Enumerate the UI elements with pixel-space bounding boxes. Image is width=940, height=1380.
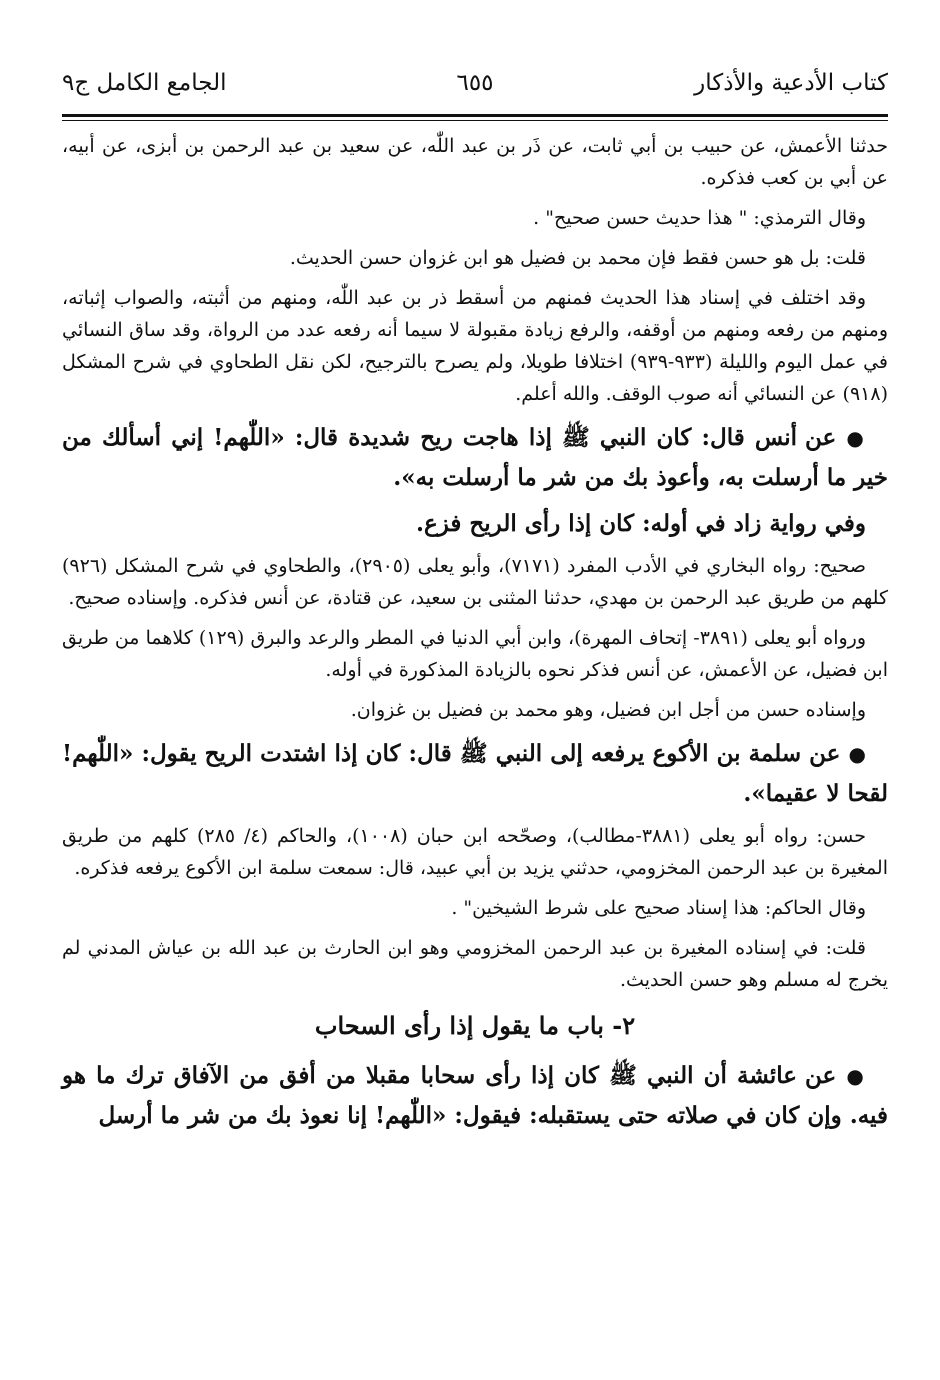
book-title: كتاب الأدعية والأذكار [694, 70, 888, 96]
chapter-title-text: ٢- باب ما يقول إذا رأى السحاب [314, 1011, 636, 1040]
page-body [62, 130, 888, 1142]
commentary-paragraph [62, 694, 888, 726]
hadith-variant [62, 504, 888, 544]
hadith-text: عن عائشة أن النبي ﷺ كان إذا رأى سحابا مقبلا من أفق من الآفاق ترك ما هو فيه. وإن كان في صلاته حتى يستقبله: فيقول: «اللّٰهم! إنا نعوذ بك من شر ما أرسل [62, 1062, 888, 1129]
bullet-icon: ● [846, 1064, 866, 1088]
paragraph-text: حدثنا الأعمش، عن حبيب بن أبي ثابت، عن ذَر بن عبد اللّٰه، عن سعيد بن عبد الرحمن بن أبزى، عن أبيه، عن أبي بن كعب فذكره. [62, 135, 888, 189]
hadith-text: عن أنس قال: كان النبي ﷺ إذا هاجت ريح شديدة قال: «اللّٰهم! إني أسألك من خير ما أرسلت به، وأعوذ بك من شر ما أرسلت به». [62, 424, 888, 491]
commentary-paragraph [62, 130, 888, 194]
commentary-paragraph [62, 892, 888, 924]
paragraph-text: قلت: بل هو حسن فقط فإن محمد بن فضيل هو ابن غزوان حسن الحديث. [289, 247, 866, 269]
commentary-paragraph [62, 622, 888, 686]
hadith-paragraph [62, 418, 888, 498]
commentary-paragraph [62, 202, 888, 234]
page-header [62, 70, 888, 106]
paragraph-text: قلت: في إسناده المغيرة بن عبد الرحمن المخزومي وهو ابن الحارث بن عبد الله بن عياش المدني لم يخرج له مسلم وهو حسن الحديث. [62, 937, 888, 991]
bullet-icon: ● [848, 742, 866, 766]
commentary-paragraph [62, 282, 888, 410]
header-rule-thick [62, 114, 888, 117]
commentary-paragraph [62, 550, 888, 614]
paragraph-text: وقال الترمذي: " هذا حديث حسن صحيح" . [533, 207, 866, 229]
paragraph-text: ورواه أبو يعلى (٣٨٩١- إتحاف المهرة)، وابن أبي الدنيا في المطر والرعد والبرق (١٢٩) كلاهما من طريق ابن فضيل، عن الأعمش، عن أنس فذكر نحوه بالزيادة المذكورة في أوله. [62, 627, 888, 681]
paragraph-text: حسن: رواه أبو يعلى (٣٨٨١-مطالب)، وصحّحه ابن حبان (١٠٠٨)، والحاكم (٤/ ٢٨٥) كلهم من طريق المغيرة بن عبد الرحمن المخزومي، حدثني يزيد بن أبي عبيد، قال: سمعت سلمة ابن الأكوع يرفعه فذكره. [62, 825, 888, 879]
commentary-paragraph [62, 242, 888, 274]
series-title: الجامع الكامل ج٩ [62, 70, 227, 96]
hadith-paragraph [62, 1056, 888, 1136]
header-rule-thin [62, 120, 888, 121]
commentary-paragraph [62, 932, 888, 996]
commentary-paragraph [62, 820, 888, 884]
paragraph-text: وقد اختلف في إسناد هذا الحديث فمنهم من أسقط ذر بن عبد اللّٰه، ومنهم من أثبته، والصواب إثباته، ومنهم من رفعه ومنهم من أوقفه، والرفع زيادة مقبولة لا سيما أنه رفعه عدد من الرواة، وقد ساق النسائي في عمل اليوم والليلة (٩٣٣-٩٣٩) اختلافا طويلا، ولم يصرح بالترجيح، لكن نقل الطحاوي في شرح المشكل (٩١٨) عن النسائي أنه صوب الوقف. والله أعلم. [62, 287, 888, 405]
hadith-paragraph [62, 734, 888, 814]
hadith-text: عن سلمة بن الأكوع يرفعه إلى النبي ﷺ قال: كان إذا اشتدت الريح يقول: «اللّٰهم! لقحا لا عقيما». [62, 740, 888, 807]
hadith-variant-text: وفي رواية زاد في أوله: كان إذا رأى الريح فزع. [415, 510, 866, 537]
bullet-icon: ● [846, 426, 867, 450]
chapter-title [62, 1006, 888, 1046]
paragraph-text: وقال الحاكم: هذا إسناد صحيح على شرط الشيخين" . [451, 897, 866, 919]
page-number: ٦٥٥ [456, 70, 494, 96]
paragraph-text: صحيح: رواه البخاري في الأدب المفرد (٧١٧١)، وأبو يعلى (٢٩٠٥)، والطحاوي في شرح المشكل (٩٢٦) كلهم من طريق عبد الرحمن بن مهدي، حدثنا المثنى بن سعيد، عن قتادة، عن أنس فذكره. وإسناده صحيح. [62, 555, 888, 609]
paragraph-text: وإسناده حسن من أجل ابن فضيل، وهو محمد بن فضيل بن غزوان. [350, 699, 866, 721]
